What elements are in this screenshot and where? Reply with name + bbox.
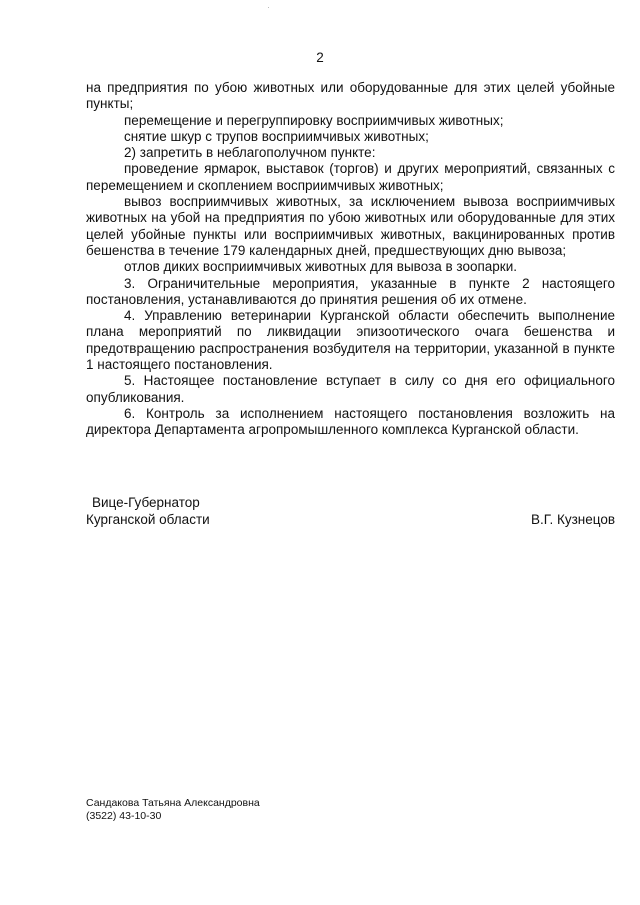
paragraph: перемещение и перегруппировку восприимчивых животных;	[124, 112, 504, 128]
executor-name: Сандакова Татьяна Александровна	[86, 797, 260, 809]
paragraph: 4. Управлению ветеринарии Курганской области обеспечить выполнение плана мероприятий по ликвидации эпизоотического очага бешенства и предотвращению распространения возбудителя на территории, указанной в пункте 1 настоящего постановления.	[86, 308, 615, 373]
document-body	[86, 80, 615, 439]
paragraph: 6. Контроль за исполнением настоящего постановления возложить на директора Департамента агропромышленного комплекса Курганской области.	[86, 405, 615, 438]
paragraph: 2) запретить в неблагополучном пункте:	[124, 145, 376, 161]
paragraph: 3. Ограничительные мероприятия, указанные в пункте 2 настоящего постановления, устанавливаются до принятия решения об их отмене.	[86, 275, 615, 307]
scan-speck	[268, 7, 269, 8]
signatory-region: Курганской области	[86, 512, 210, 527]
signature-block	[86, 494, 615, 528]
paragraph: на предприятия по убою животных или оборудованные для этих целей убойные пункты;	[86, 80, 615, 112]
executor-block	[86, 797, 260, 823]
paragraph: снятие шкур с трупов восприимчивых животных;	[124, 128, 429, 144]
paragraph: отлов диких восприимчивых животных для вывоза в зоопарки.	[124, 259, 517, 275]
paragraph: 5. Настоящее постановление вступает в силу со дня его официального опубликования.	[86, 373, 615, 405]
executor-phone: (3522) 43-10-30	[86, 810, 162, 822]
signatory-name: В.Г. Кузнецов	[531, 512, 615, 527]
paragraph: проведение ярмарок, выставок (торгов) и других мероприятий, связанных с перемещением и скоплением восприимчивых животных;	[86, 161, 615, 193]
paragraph: вывоз восприимчивых животных, за исключением вывоза восприимчивых животных на убой на предприятия по убою животных или оборудованные для этих целей убойные пункты или восприимчивых животных, вакцинированных против бешенства в течение 179 календарных дней, предшествующих дню вывоза;	[86, 194, 615, 258]
page-number: 2	[316, 50, 324, 65]
signatory-title: Вице-Губернатор	[92, 495, 200, 510]
